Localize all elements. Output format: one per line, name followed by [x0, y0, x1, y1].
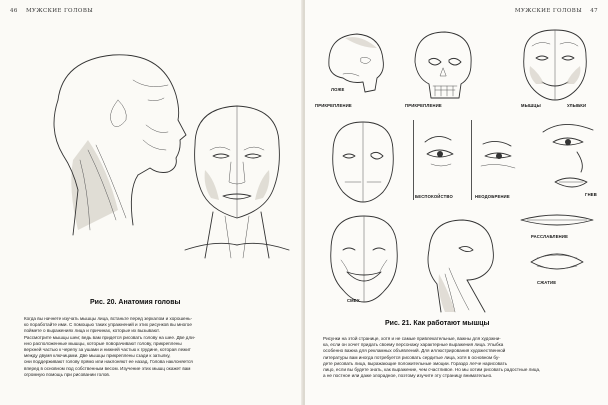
- body-line: ка, если он хочет придать своему персонажу характерные выражения лица. Улыбка: [323, 342, 504, 348]
- body-line: Когда вы начнете изучать мышцы лица, встаньте перед зеркалом и хорошень-: [24, 316, 193, 321]
- body-text-right: [323, 336, 593, 379]
- running-head-left-text: МУЖСКИЕ ГОЛОВЫ: [25, 8, 94, 14]
- body-line: а не постное или даже злорадное, поэтому изучите эту страницу внимательно.: [323, 373, 493, 379]
- face-skull-split-illustration: [323, 118, 403, 208]
- body-line: дете рисовать лица, выражающие положительные эмоции. Гораздо легче нарисовать: [323, 360, 507, 366]
- worried-eyes-illustration: [417, 128, 472, 178]
- running-head-right-text: МУЖСКИЕ ГОЛОВЫ: [514, 8, 583, 14]
- neck-muscles-illustration: [415, 214, 507, 314]
- laughing-face-illustration: [319, 210, 409, 310]
- label-compression: СЖАТИЕ: [537, 280, 557, 285]
- mouth-muscle-relaxed-illustration: [517, 210, 597, 230]
- body-line: лицо, если вы будете знать, как выражение, чем счастливое. Но мы хотим рисовать радостные лица,: [323, 367, 541, 373]
- face-muscles-smile-illustration: [510, 26, 600, 106]
- label-displeasure: НЕОДОБРЕНИЕ: [475, 194, 510, 199]
- body-line: верхней частью к черепу за ушами и нижней частью к грудине, которая лежит: [24, 347, 191, 353]
- figure-caption-left: Рис. 20. Анатомия головы: [90, 299, 181, 306]
- body-line: огромную помощь при рисовании голов.: [24, 371, 111, 377]
- label-relaxation: РАССЛАБЛЕНИЕ: [531, 234, 569, 239]
- body-line: поймете о выражениях лица и причинах, которые их вызывают.: [24, 328, 160, 334]
- mouth-muscle-compressed-illustration: [527, 246, 587, 276]
- label-smiles: УЛЫБКИ: [567, 103, 587, 108]
- label-laughter: СМЕХ: [347, 298, 360, 303]
- disapproving-eyes-illustration: [475, 128, 530, 178]
- body-line: между двумя ключицами. Две мышцы прикреплены сзади к затылку,: [24, 353, 171, 359]
- body-line: Рисунки на этой странице, хотя и не самые привлекательные, важны для художни-: [323, 336, 501, 341]
- angry-face-illustration: [533, 112, 605, 202]
- label-attachment-2: ПРИКРЕПЛЕНИЕ: [405, 103, 442, 108]
- page-number-left: 46: [10, 8, 18, 14]
- label-attachment-1: ПРИКРЕПЛЕНИЕ: [315, 103, 352, 108]
- body-line: Рассмотрите мышцы шеи; ведь вам придется рисовать голову на шее. Две дли-: [24, 334, 196, 340]
- page-number-right: 47: [590, 8, 598, 14]
- body-line: литературы вам иногда потребуется рисовать сердитые лица, хотя в основном бу-: [323, 354, 500, 360]
- right-page: [305, 0, 608, 405]
- label-muscles: МЫШЦЫ: [521, 103, 541, 108]
- panel-divider: [471, 120, 472, 200]
- head-front-anatomy-illustration: [175, 100, 300, 260]
- label-loge: ЛОЖЕ: [331, 87, 345, 92]
- body-text-left: [24, 316, 286, 378]
- skull-three-quarter-illustration: [405, 26, 480, 106]
- running-head-right: [515, 8, 598, 14]
- body-line: особенно важна для рекламных объявлений. Для иллюстрирования художественной: [323, 348, 506, 354]
- label-worry: БЕСПОКОЙСТВО: [415, 194, 453, 199]
- body-line: нно расположенные мышцы, которые поворачивают голову, прикреплены: [24, 340, 182, 346]
- label-anger: ГНЕВ: [585, 192, 598, 197]
- left-page: [0, 0, 303, 405]
- running-head-left: [10, 8, 93, 14]
- body-line: вперед в основном под собственным весом. Изучение этих мышц окажет вам: [24, 365, 191, 371]
- figure-caption-right: Рис. 21. Как работают мышцы: [385, 320, 490, 327]
- head-profile-anatomy-illustration: [18, 40, 198, 240]
- body-line: ко поработайте ими. С помощью таких упражнений и этих рисунков вы многое: [24, 322, 192, 328]
- panel-divider: [413, 120, 414, 200]
- body-line: они поддерживают голову прямо или наклоняют ее назад. Голова наклоняется: [24, 359, 193, 365]
